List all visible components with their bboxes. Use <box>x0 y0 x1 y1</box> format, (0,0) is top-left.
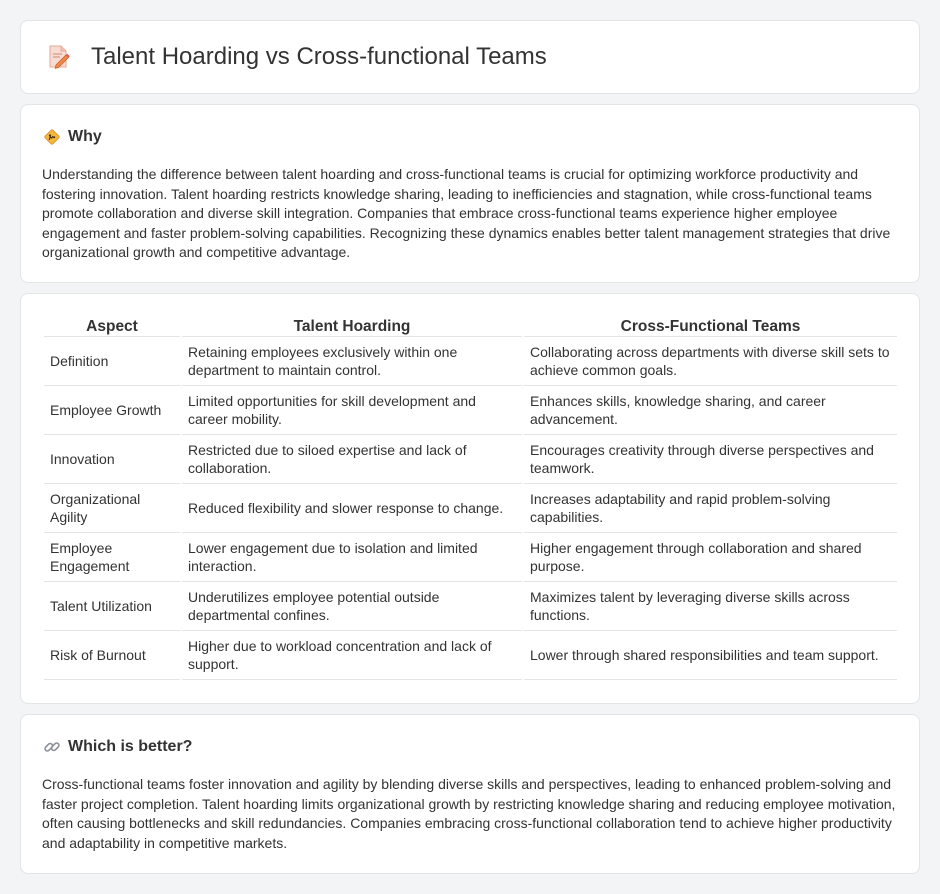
page-title: Talent Hoarding vs Cross-functional Teams <box>91 43 547 70</box>
aspect-cell: Talent Utilization <box>44 582 180 631</box>
title-card <box>20 20 920 94</box>
why-section <box>20 104 920 283</box>
cross-functional-cell: Maximizes talent by leveraging diverse skills across functions. <box>524 582 897 631</box>
which-is-better-heading: Which is better? <box>68 738 193 755</box>
which-is-better-text: Cross-functional teams foster innovation and agility by blending diverse skills and perspectives, leading to enhanced problem-solving and faster project completion. Talent hoarding limits organizational growth by restricting knowledge sharing and reducing employee motivation, often causing bottlenecks and skill redundancies. Companies embracing cross-functional collaboration tend to achieve higher productivity and adaptability in competitive markets. <box>42 776 896 851</box>
header-cross-functional-teams: Cross-Functional Teams <box>524 315 897 337</box>
why-heading: Why <box>68 128 102 145</box>
header-talent-hoarding: Talent Hoarding <box>182 315 522 337</box>
talent-hoarding-cell: Underutilizes employee potential outside departmental confines. <box>182 582 522 631</box>
talent-hoarding-cell: Limited opportunities for skill development and career mobility. <box>182 386 522 435</box>
table-row <box>44 337 897 386</box>
why-text: Understanding the difference between talent hoarding and cross-functional teams is crucial for optimizing workforce productivity and fostering innovation. Talent hoarding restricts knowledge sharing, leading to inefficiencies and stagnation, while cross-functional teams promote collaboration and diverse skill integration. Companies that embrace cross-functional teams experience higher employee engagement and faster problem-solving capabilities. Recognizing these dynamics enables better talent management strategies that drive organizational growth and competitive advantage. <box>42 166 891 261</box>
talent-hoarding-cell: Lower engagement due to isolation and limited interaction. <box>182 533 522 582</box>
table-row <box>44 386 897 435</box>
road-sign-icon <box>43 128 61 146</box>
aspect-cell: Risk of Burnout <box>44 631 180 680</box>
aspect-cell: Employee Growth <box>44 386 180 435</box>
talent-hoarding-cell: Restricted due to siloed expertise and lack of collaboration. <box>182 435 522 484</box>
aspect-cell: Organizational Agility <box>44 484 180 533</box>
table-row <box>44 484 897 533</box>
cross-functional-cell: Enhances skills, knowledge sharing, and career advancement. <box>524 386 897 435</box>
comparison-table <box>42 315 899 680</box>
table-row <box>44 582 897 631</box>
comparison-section <box>20 293 920 704</box>
cross-functional-cell: Lower through shared responsibilities and team support. <box>524 631 897 680</box>
talent-hoarding-cell: Higher due to workload concentration and lack of support. <box>182 631 522 680</box>
cross-functional-cell: Encourages creativity through diverse perspectives and teamwork. <box>524 435 897 484</box>
header-aspect: Aspect <box>44 315 180 337</box>
table-header-row <box>44 315 897 337</box>
table-row <box>44 631 897 680</box>
aspect-cell: Definition <box>44 337 180 386</box>
table-row <box>44 435 897 484</box>
talent-hoarding-cell: Reduced flexibility and slower response to change. <box>182 484 522 533</box>
table-row <box>44 533 897 582</box>
aspect-cell: Employee Engagement <box>44 533 180 582</box>
which-is-better-section <box>20 714 920 874</box>
cross-functional-cell: Increases adaptability and rapid problem-solving capabilities. <box>524 484 897 533</box>
link-icon <box>43 738 61 756</box>
document-pencil-icon <box>47 44 71 70</box>
aspect-cell: Innovation <box>44 435 180 484</box>
talent-hoarding-cell: Retaining employees exclusively within one department to maintain control. <box>182 337 522 386</box>
cross-functional-cell: Collaborating across departments with diverse skill sets to achieve common goals. <box>524 337 897 386</box>
cross-functional-cell: Higher engagement through collaboration and shared purpose. <box>524 533 897 582</box>
